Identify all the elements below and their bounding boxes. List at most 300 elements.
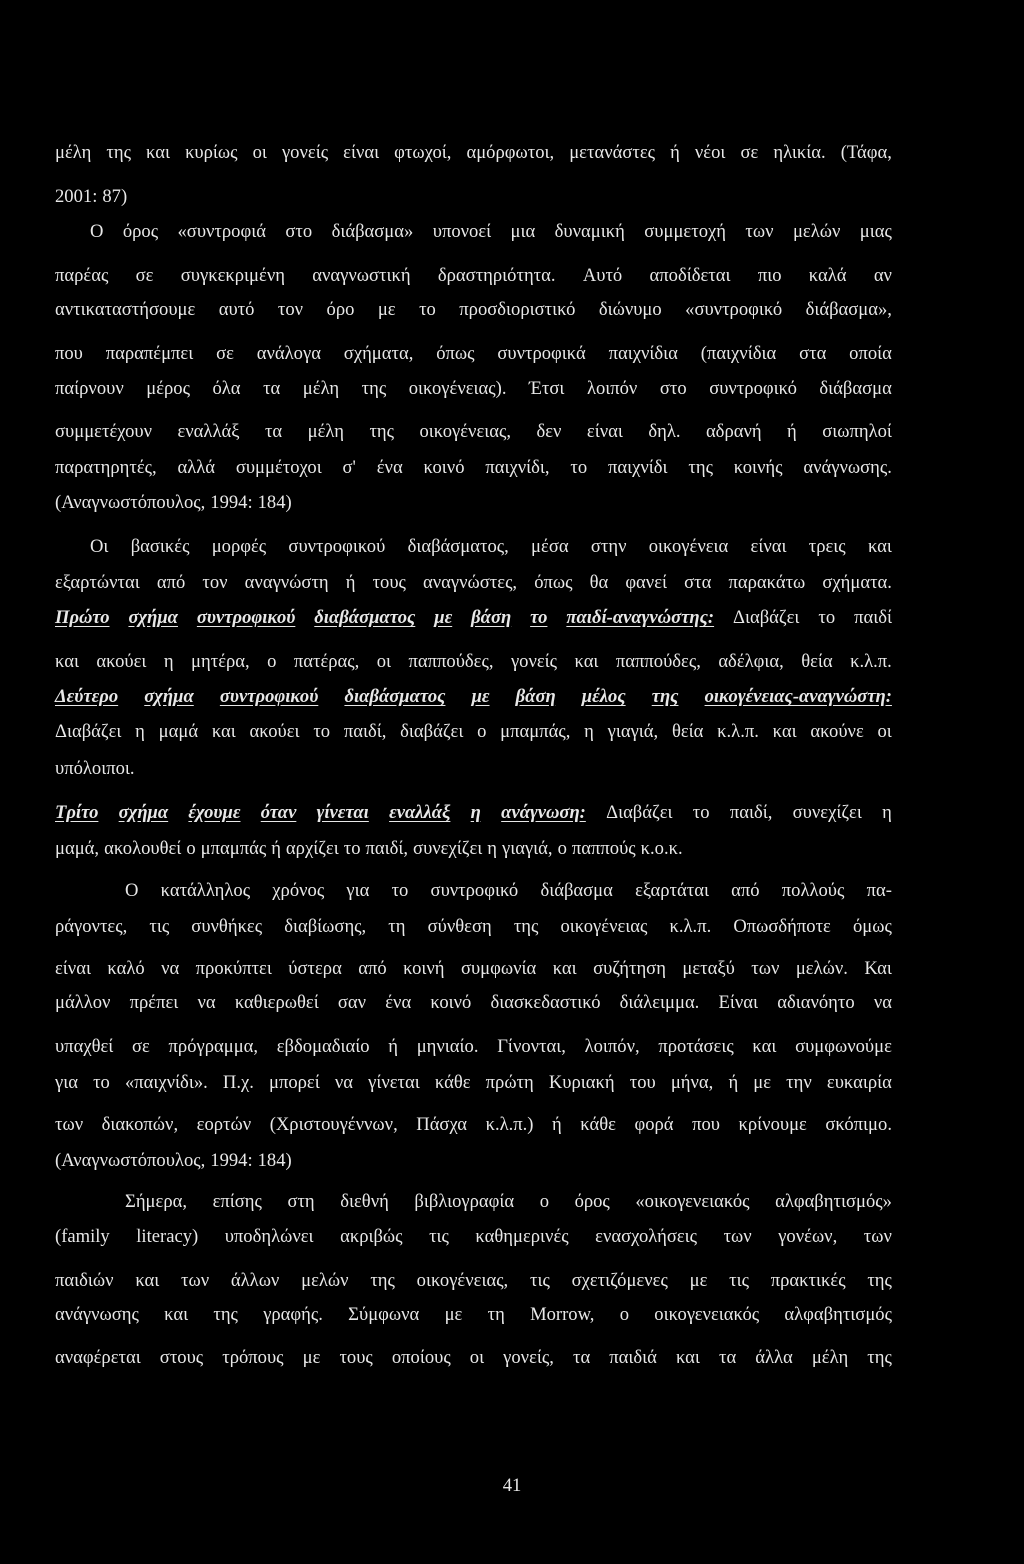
word: και xyxy=(135,1270,160,1291)
word: η xyxy=(584,721,594,742)
word: και xyxy=(55,651,79,672)
word: μάλλον xyxy=(55,992,111,1013)
text-line xyxy=(55,686,892,708)
word: πρόγραμμα, xyxy=(168,1036,259,1057)
word: φορά xyxy=(634,1114,674,1135)
word: ακριβώς xyxy=(340,1226,403,1247)
word: στο xyxy=(285,221,313,242)
emphasis-word: εναλλάξ xyxy=(389,802,451,823)
word: 1994: xyxy=(210,492,253,513)
word: αρχίζει xyxy=(285,838,339,859)
word: μέλη xyxy=(55,142,92,163)
emphasis-word: οικογένειας-αναγνώστη: xyxy=(704,686,892,707)
emphasis-word: διαβάσματος xyxy=(344,686,446,707)
word: διάβασμα xyxy=(540,880,613,901)
word: συγκεκριμένη xyxy=(180,265,285,286)
emphasis-word: έχουμε xyxy=(188,802,241,823)
word: διάβασμα xyxy=(819,378,892,399)
word: τα xyxy=(264,421,283,442)
word: κοινή xyxy=(403,958,445,979)
word: καλό xyxy=(107,958,145,979)
word: και xyxy=(164,1304,189,1325)
word: της xyxy=(867,1347,892,1368)
emphasis-word: η xyxy=(470,802,481,823)
word: υπονοεί xyxy=(432,221,492,242)
word: σιωπηλοί xyxy=(822,421,892,442)
word: τον xyxy=(202,572,228,593)
word: μετανάστες xyxy=(569,142,656,163)
text-line xyxy=(55,142,892,164)
word: με xyxy=(689,1270,708,1291)
word: παιδί, xyxy=(365,838,409,859)
word: Ο xyxy=(90,221,104,242)
word: τα xyxy=(718,1347,737,1368)
word: διαβάσματος, xyxy=(407,536,509,557)
word: 184) xyxy=(257,492,292,513)
word: γονείς xyxy=(510,651,558,672)
word: λοιπόν, xyxy=(584,1036,640,1057)
word: ενασχολήσεις xyxy=(595,1226,698,1247)
word: από xyxy=(156,572,186,593)
word: μπαμπάς xyxy=(200,838,267,859)
word: διάλειμμα. xyxy=(619,992,700,1013)
word: τα xyxy=(572,1347,591,1368)
word: (παιχνίδια xyxy=(700,343,777,364)
word: του xyxy=(629,1072,656,1093)
word: υπαχθεί xyxy=(55,1036,114,1057)
word: κ.λ.π. xyxy=(669,916,712,937)
emphasis-word: σχήμα xyxy=(128,607,178,628)
word: ή xyxy=(271,838,281,859)
word: συνεχίζει xyxy=(792,802,862,823)
word: διώνυμο xyxy=(598,299,662,320)
word: οικογένειας). xyxy=(408,378,507,399)
word: διάβασμα», xyxy=(805,299,892,320)
word: το xyxy=(313,721,331,742)
word: το xyxy=(692,802,710,823)
word: συνθήκες xyxy=(191,916,263,937)
word: ευκαιρία xyxy=(826,1072,892,1093)
word: «συντροφιά xyxy=(177,221,266,242)
word: ύστερα xyxy=(288,958,342,979)
word: Και xyxy=(864,958,892,979)
word: αν xyxy=(873,265,892,286)
word: Morrow, xyxy=(530,1304,595,1325)
word: Γίνονται, xyxy=(497,1036,566,1057)
word: για xyxy=(346,880,370,901)
word: η xyxy=(882,802,892,823)
text-line xyxy=(55,1270,892,1292)
word: οικογένειας xyxy=(560,916,648,937)
word: μέλη xyxy=(811,1347,849,1368)
word: πρέπει xyxy=(129,992,179,1013)
word: Διαβάζει xyxy=(606,802,673,823)
word: τις xyxy=(529,1270,550,1291)
word: και xyxy=(552,958,577,979)
word: το xyxy=(818,607,836,628)
word: γιαγιά, xyxy=(502,838,553,859)
emphasis-word: διαβάσματος xyxy=(314,607,416,628)
word: μήνα, xyxy=(670,1072,714,1093)
word: αναφέρεται xyxy=(55,1347,141,1368)
word: παιδιών xyxy=(55,1270,114,1291)
word: νέοι xyxy=(694,142,726,163)
word: πα- xyxy=(866,880,892,901)
word: αδέλφια, xyxy=(718,651,784,672)
word: θεία xyxy=(671,721,704,742)
text-line xyxy=(55,1347,892,1369)
word: συντροφικού xyxy=(288,536,386,557)
word: διακοπών, xyxy=(101,1114,179,1135)
word: και xyxy=(211,721,236,742)
word: Διαβάζει xyxy=(733,607,800,628)
word: κοινό xyxy=(430,992,472,1013)
word: και xyxy=(146,142,170,163)
word: στο xyxy=(659,378,687,399)
word: στα xyxy=(684,572,712,593)
word: Πάσχα xyxy=(416,1114,468,1135)
word: το xyxy=(391,880,409,901)
word: σε xyxy=(135,265,154,286)
emphasis-word: βάση xyxy=(515,686,556,707)
word: να xyxy=(873,992,892,1013)
word: δηλ. xyxy=(648,421,681,442)
text-line xyxy=(55,607,892,629)
word: ράγοντες, xyxy=(55,916,128,937)
word: μαμά xyxy=(158,721,199,742)
word: ένα xyxy=(385,992,412,1013)
word: είναι xyxy=(750,536,787,557)
word: όλα xyxy=(212,378,241,399)
text-line xyxy=(55,916,892,938)
word: των xyxy=(723,1226,752,1247)
word: μεταξύ xyxy=(682,958,735,979)
page-number: 41 xyxy=(502,1475,522,1496)
word: οι xyxy=(252,142,267,163)
word: για xyxy=(55,1072,78,1093)
word: των xyxy=(751,958,780,979)
word: γραφής. xyxy=(263,1304,323,1325)
word: δυναμική xyxy=(554,221,625,242)
word: καθιερωθεί xyxy=(234,992,319,1013)
word: μπαμπάς, xyxy=(500,721,571,742)
word: ανάγνωσης xyxy=(55,1304,139,1325)
word: σύνθεση xyxy=(427,916,492,937)
text-line xyxy=(55,1304,892,1326)
word: και xyxy=(772,721,797,742)
text-line xyxy=(55,802,892,824)
word: παιδί, xyxy=(729,802,773,823)
word: μελών xyxy=(792,221,841,242)
word: των xyxy=(745,221,774,242)
word: είναι xyxy=(586,421,623,442)
word: θα xyxy=(589,572,609,593)
word: ανάγνωσης. xyxy=(803,457,892,478)
word: που xyxy=(55,343,83,364)
word: ακολουθεί xyxy=(104,838,182,859)
word: μηνιαίο. xyxy=(416,1036,479,1057)
word: οι xyxy=(469,1347,485,1368)
word: όπως xyxy=(534,572,573,593)
word: εξαρτάται xyxy=(635,880,709,901)
word: 2001: xyxy=(55,186,98,207)
word: κατάλληλος xyxy=(160,880,251,901)
word: ο xyxy=(539,1191,549,1212)
word: (Αναγνωστόπουλος, xyxy=(55,492,206,513)
word: ο xyxy=(267,651,277,672)
word: κρίνουμε xyxy=(738,1114,807,1135)
word: Π.χ. xyxy=(222,1072,254,1093)
word: με xyxy=(377,299,396,320)
emphasis-word: Πρώτο xyxy=(55,607,110,628)
word: δραστηριότητα. xyxy=(437,265,556,286)
word: σαν xyxy=(337,992,367,1013)
text-line xyxy=(125,880,892,902)
word: εναλλάξ xyxy=(177,421,240,442)
word: αναγνώστη xyxy=(244,572,329,593)
emphasis-word: γίνεται xyxy=(316,802,369,823)
text-line xyxy=(55,758,140,780)
word: κοινής xyxy=(733,457,783,478)
text-line xyxy=(55,265,892,287)
word: της xyxy=(369,421,394,442)
word: συνεχίζει xyxy=(413,838,483,859)
word: φτωχοί, xyxy=(394,142,452,163)
word: μελών xyxy=(301,1270,349,1291)
word: ανάλογα xyxy=(256,343,321,364)
word: να xyxy=(334,1072,353,1093)
word: κοινό xyxy=(423,457,465,478)
emphasis-word: όταν xyxy=(260,802,297,823)
word: συζήτηση xyxy=(593,958,666,979)
word: ή xyxy=(388,1036,399,1057)
word: μια xyxy=(510,221,536,242)
word: που xyxy=(692,1114,720,1135)
word: δεν xyxy=(536,421,562,442)
word: τη xyxy=(388,916,406,937)
word: παιχνίδια xyxy=(608,343,678,364)
emphasis-word: σχήμα xyxy=(118,802,169,823)
word: Έτσι xyxy=(529,378,565,399)
word: 87) xyxy=(102,186,128,207)
word: αλφαβητισμός xyxy=(784,1304,892,1325)
word: γίνεται xyxy=(368,1072,420,1093)
word: υποδηλώνει xyxy=(224,1226,314,1247)
word: ακούει xyxy=(249,721,300,742)
word: μπορεί xyxy=(268,1072,320,1093)
word: στην xyxy=(590,536,627,557)
text-line xyxy=(90,536,892,558)
emphasis-word: με xyxy=(434,607,453,628)
word: της xyxy=(361,378,387,399)
word: στους xyxy=(159,1347,204,1368)
word: της xyxy=(106,142,131,163)
word: κ.λ.π. xyxy=(850,651,892,672)
word: διαβίωσης, xyxy=(284,916,367,937)
word: χρόνος xyxy=(272,880,325,901)
text-line xyxy=(55,457,892,479)
word: οικογένειας, xyxy=(416,1270,509,1291)
word: τις xyxy=(149,916,170,937)
word: παιδί xyxy=(854,607,892,628)
word: γονέων, xyxy=(778,1226,838,1247)
word: με xyxy=(753,1072,772,1093)
word: ή xyxy=(670,142,680,163)
word: πρακτικές xyxy=(770,1270,846,1291)
word: το xyxy=(570,457,588,478)
word: το xyxy=(93,1072,110,1093)
word: κάθε xyxy=(434,1072,471,1093)
word: παίρνουν xyxy=(55,378,124,399)
word: ή xyxy=(552,1114,562,1135)
word: στη xyxy=(287,1191,315,1212)
word: με xyxy=(444,1304,463,1325)
word: φανεί xyxy=(625,572,668,593)
word: αδιανόητο xyxy=(777,992,855,1013)
word: παιχνίδι, xyxy=(485,457,550,478)
word: αναγνωστική xyxy=(312,265,411,286)
word: ένα xyxy=(376,457,403,478)
word: Κυριακή xyxy=(548,1072,615,1093)
word: οποία xyxy=(849,343,892,364)
word: 1994: xyxy=(210,1150,253,1171)
word: ο xyxy=(557,838,567,859)
word: συντροφικά xyxy=(497,343,586,364)
emphasis-word: συντροφικού xyxy=(196,607,296,628)
word: μέρος xyxy=(146,378,190,399)
word: (Χριστουγέννων, xyxy=(269,1114,398,1135)
word: παππούς xyxy=(571,838,636,859)
word: παραπέμπει xyxy=(105,343,194,364)
word: και xyxy=(675,1347,700,1368)
word: πολλούς xyxy=(781,880,845,901)
word: αποδίδεται xyxy=(649,265,731,286)
word: τις xyxy=(729,1270,749,1291)
word: παρακάτω xyxy=(728,572,806,593)
word: σχήματα, xyxy=(343,343,414,364)
emphasis-word: συντροφικού xyxy=(219,686,319,707)
word: ο xyxy=(619,1304,630,1325)
word: υπόλοιποι. xyxy=(55,758,135,779)
word: βιβλιογραφία xyxy=(414,1191,515,1212)
word: η xyxy=(487,838,497,859)
word: βασικές xyxy=(130,536,190,557)
emphasis-word: Δεύτερο xyxy=(55,686,119,707)
word: άλλων xyxy=(230,1270,280,1291)
word: της xyxy=(513,916,539,937)
word: σε xyxy=(740,142,759,163)
word: μορφές xyxy=(211,536,267,557)
word: αντικαταστήσουμε xyxy=(55,299,196,320)
word: τις xyxy=(429,1226,449,1247)
word: όρος xyxy=(122,221,159,242)
word: αδρανή xyxy=(705,421,762,442)
word: καθημερινές xyxy=(475,1226,569,1247)
word: να xyxy=(161,958,180,979)
text-line xyxy=(55,492,297,514)
word: καλά xyxy=(808,265,847,286)
word: μέσα xyxy=(531,536,569,557)
word: της xyxy=(370,1270,395,1291)
word: όρο xyxy=(326,299,355,320)
text-line xyxy=(55,1114,892,1136)
emphasis-word: παιδί-αναγνώστης: xyxy=(566,607,715,628)
text-line xyxy=(55,572,892,594)
word: την xyxy=(786,1072,812,1093)
word: ακούνε xyxy=(810,721,864,742)
word: σχήματα. xyxy=(822,572,892,593)
word: ή xyxy=(345,572,356,593)
word: ο xyxy=(477,721,487,742)
word: να xyxy=(197,992,216,1013)
word: literacy) xyxy=(136,1226,199,1247)
word: τον xyxy=(277,299,304,320)
word: γονείς xyxy=(281,142,329,163)
word: και xyxy=(867,536,892,557)
word: «οικογενειακός xyxy=(635,1191,750,1212)
word: ή xyxy=(787,421,797,442)
word: Σύμφωνα xyxy=(348,1304,420,1325)
word: όρος xyxy=(574,1191,610,1212)
word: πατέρας, xyxy=(293,651,360,672)
word: σε xyxy=(132,1036,150,1057)
word: Αυτό xyxy=(582,265,623,286)
word: της xyxy=(213,1304,238,1325)
word: Ο xyxy=(125,880,139,901)
word: τρεις xyxy=(808,536,846,557)
word: «παιχνίδι». xyxy=(124,1072,208,1093)
word: ηλικία. xyxy=(773,142,826,163)
word: αναγνώστες, xyxy=(423,572,518,593)
word: αλφαβητισμός» xyxy=(775,1191,892,1212)
text-line xyxy=(55,958,892,980)
text-line xyxy=(55,378,892,400)
word: προσδιοριστικό xyxy=(459,299,576,320)
word: οικογένειας, xyxy=(419,421,512,442)
word: η xyxy=(135,721,145,742)
word: προτάσεις xyxy=(658,1036,734,1057)
emphasis-word: Τρίτο xyxy=(55,802,99,823)
word: κ.λ.π.) xyxy=(485,1114,534,1135)
word: θεία xyxy=(801,651,833,672)
word: συμμετέχουν xyxy=(55,421,153,442)
word: συντροφικό xyxy=(430,880,519,901)
word: επίσης xyxy=(212,1191,262,1212)
word: άλλα xyxy=(755,1347,793,1368)
word: διαβάζει xyxy=(400,721,464,742)
word: της xyxy=(688,457,713,478)
word: μέλη xyxy=(302,378,340,399)
word: οικογένεια xyxy=(648,536,729,557)
text-line xyxy=(55,1072,892,1094)
word: κάθε xyxy=(580,1114,616,1135)
text-line xyxy=(90,221,892,243)
word: των xyxy=(55,1114,84,1135)
word: παιδί, xyxy=(343,721,387,742)
text-line xyxy=(55,343,892,365)
text-line xyxy=(55,992,892,1014)
word: συντροφικό xyxy=(709,378,797,399)
word: σε xyxy=(216,343,234,364)
word: Σήμερα, xyxy=(125,1191,187,1212)
emphasis-word: ανάγνωση: xyxy=(501,802,586,823)
word: συμφωνούμε xyxy=(795,1036,892,1057)
word: σχετιζόμενες xyxy=(571,1270,668,1291)
word: των xyxy=(863,1226,892,1247)
word: αμόρφωτοι, xyxy=(466,142,555,163)
word: (family xyxy=(55,1226,110,1247)
text-line xyxy=(55,1226,892,1248)
